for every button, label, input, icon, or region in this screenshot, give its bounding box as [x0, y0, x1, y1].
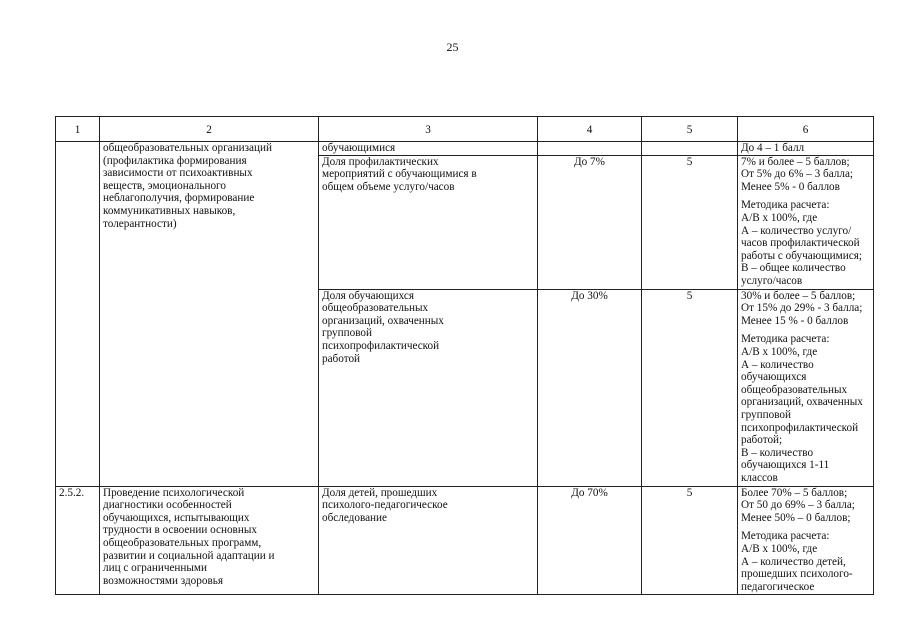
table-row: [56, 142, 874, 156]
indicators-table: [55, 116, 874, 595]
event-name-cell: Проведение психологической диагностики особенностей обучающихся, испытывающих трудности в освоении основных общеобразовательных программ, развитии и социальной адаптации и лиц с ограниченными возможностями здоровья: [100, 486, 319, 594]
scoring-cell: 7% и более – 5 баллов; От 5% до 6% – 3 балла; Менее 5% - 0 баллов Методика расчета: А/В х 100%, где А – количество услуго/ часов профилактической работы с обучающимися; В – общее количество услуго/часов: [738, 155, 874, 289]
indicator-cell: Доля обучающихся общеобразовательных организаций, охваченных групповой психопрофилактической работой: [319, 289, 538, 486]
table-row: [56, 486, 874, 594]
header-cell-6: 6: [738, 117, 874, 142]
target-value-cell: До 7%: [538, 155, 642, 289]
header-cell-4: 4: [538, 117, 642, 142]
target-value-cell: До 70%: [538, 486, 642, 594]
header-cell-5: 5: [642, 117, 738, 142]
weight-cell: 5: [642, 289, 738, 486]
scoring-cell: Более 70% – 5 баллов; От 50 до 69% – 3 балла; Менее 50% – 0 баллов; Методика расчета: А/В х 100%, где А – количество детей, прошедших психолого- педагогическое: [738, 486, 874, 594]
indicator-cell: обучающимися: [319, 142, 538, 156]
page-number: 25: [446, 40, 459, 54]
header-cell-2: 2: [100, 117, 319, 142]
header-cell-3: 3: [319, 117, 538, 142]
scoring-cell: До 4 – 1 балл: [738, 142, 874, 156]
event-name-cell: общеобразовательных организаций (профилактика формирования зависимости от психоактивных веществ, эмоционального неблагополучия, формирование коммуникативных навыков, толерантности): [100, 142, 319, 487]
target-value-cell: До 30%: [538, 289, 642, 486]
table-header-row: [56, 117, 874, 142]
weight-cell: [642, 142, 738, 156]
row-number-cell: 2.5.2.: [56, 486, 100, 594]
header-cell-1: 1: [56, 117, 100, 142]
weight-cell: 5: [642, 155, 738, 289]
indicator-cell: Доля профилактических мероприятий с обучающимися в общем объеме услуго/часов: [319, 155, 538, 289]
target-value-cell: [538, 142, 642, 156]
row-number-cell: [56, 142, 100, 487]
scoring-cell: 30% и более – 5 баллов; От 15% до 29% - 3 балла; Менее 15 % - 0 баллов Методика расчета: А/В х 100%, где А – количество обучающихся общеобразовательных организаций, охваченных групповой психопрофилактической работой; В – количество обучающихся 1-11 классов: [738, 289, 874, 486]
weight-cell: 5: [642, 486, 738, 594]
indicator-cell: Доля детей, прошедших психолого-педагогическое обследование: [319, 486, 538, 594]
